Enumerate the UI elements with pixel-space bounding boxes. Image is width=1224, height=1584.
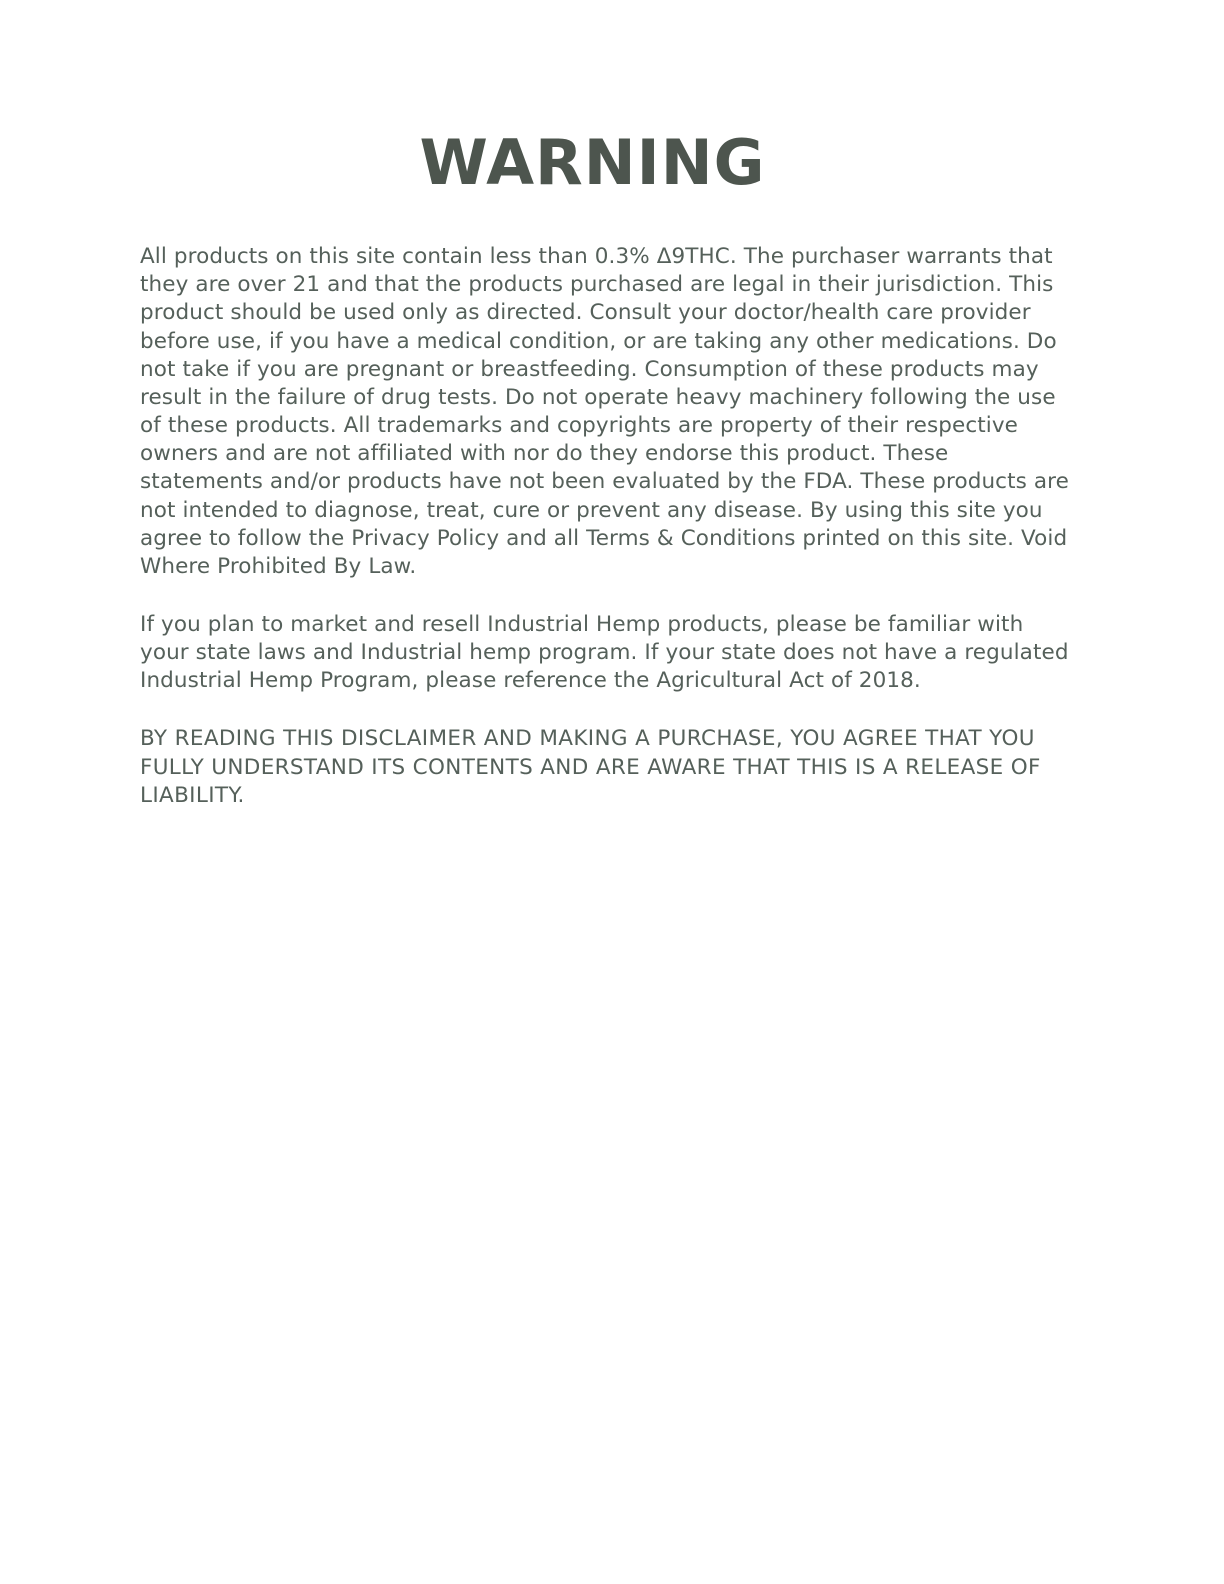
disclaimer-paragraph-3: BY READING THIS DISCLAIMER AND MAKING A PURCHASE, YOU AGREE THAT YOU FULLY UNDERSTAND ITS CONTENTS AND ARE AWARE THAT THIS IS A RELEASE OF LIABILITY. [140, 726, 1041, 808]
page-title: WARNING [419, 126, 766, 199]
disclaimer-paragraph-1: All products on this site contain less than 0.3% Δ9THC. The purchaser warrants that they are over 21 and that the products purchased are legal in their jurisdiction. This product should be used only as directed. Consult your doctor/health care provider before use, if you have a medical condition, or are taking any other medications. Do not take if you are pregnant or breastfeeding. Consumption of these products may result in the failure of drug tests. Do not operate heavy machinery following the use of these products. All trademarks and copyrights are property of their respective owners and are not affiliated with nor do they endorse this product. These statements and/or products have not been evaluated by the FDA. These products are not intended to diagnose, treat, cure or prevent any disease. By using this site you agree to follow the Privacy Policy and all Terms & Conditions printed on this site. Void Where Prohibited By Law. [140, 244, 1069, 579]
document-content [140, 126, 1075, 810]
disclaimer-paragraph-2: If you plan to market and resell Industrial Hemp products, please be familiar with your state laws and Industrial hemp program. If your state does not have a regulated Industrial Hemp Program, please reference the Agricultural Act of 2018. [140, 611, 1069, 694]
